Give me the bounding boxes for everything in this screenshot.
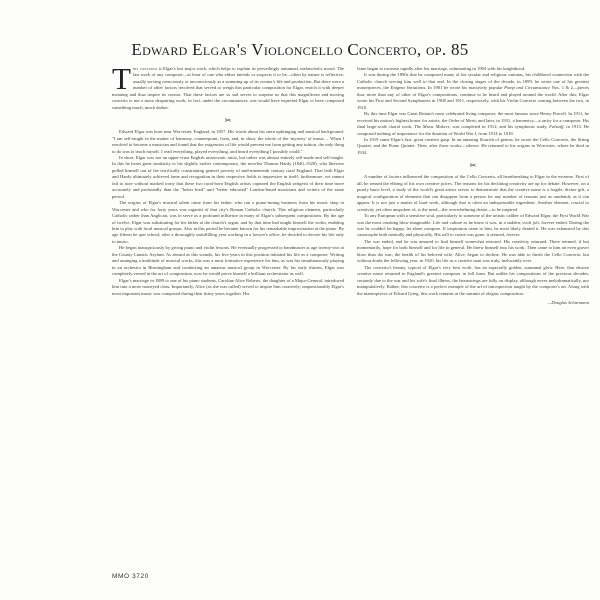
paragraph: He began inauspiciously by giving piano and violin lessons. He eventually progressed to bandmaster at age twenty-two at the County Lunatic Asylum. As absurd as this sounds, his five years in this position initiated his life as a composer. Writing and arranging a multitude of musical works, this was a most formative experience for him, as was his simultaneously playing in an orchestra in Birmingham and conducting an amateur musical group in Worcester. By his early thirties, Elgar was completely versed in the art of composition, now he would prove himself a brilliant orchestrator as well. [112,245,344,277]
paragraph: In short, Elgar was not an upper-crust English aristocratic artist, but rather was almost entirely self-made and self-taught. In this he bears great similarity to his slightly earlier contemporary, the novelist Thomas Hardy (1840–1928), who likewise pulled himself out of the terrifically constraining genteel poverty of mid-nineteenth century rural England. That both Elgar and Hardy ultimately achieved fame and recognition in their respective fields is impressive in itself; furthermore, we cannot fail to note without marked irony that these two rural-born English artists captured the English zeitgeist of their time more accurately and profoundly than the "better bred" and "better educated" London-based musicians and writers of the same period. [112,154,344,199]
text-run: By this time Elgar was Great Britain's most celebrated living composer, the most famous since Henry Purcell. In 1911, he received his nation's highest honor for artists, the Order of Merit, and later, in 1931, a baronetcy—a rarity for a composer. His final large-scale choral work, [357,111,589,130]
paragraph: Elgar's marriage in 1889 to one of his piano students, Caroline Alice Roberts, the daughter of a Major-General, introduced him into a more moneyed class. Importantly, Alice (as she was called) served to inspire him creatively; unquestionably Elgar's most important music was composed during their thirty years together. His [112,277,344,296]
paragraph: The concerto's beauty, typical of Elgar's very best work, has an especially golden, autumnal glow. Here, that elusive creative muse returned to England's greatest composer in full form. But unlike his compositions of the previous decades, certainly due to the war and his wife's final illness, the heartstrings are fully on display, although never melodramatically, nor manipulatively. Rather, this concerto is a perfect example of the art of introspection taught by the composer's art. Along with the masterpieces of Edvard Grieg, this work remains at the summit of elegiac composition. [357,264,589,296]
work-title: The Music Makers [414,124,450,130]
intro-smallcaps: his concerto [132,66,158,71]
ornament-divider-icon: ✂ [469,161,477,171]
text-run: It was during the 1890s that he composed many of his secular and religious cantatas, his childhood connection with the Catholic church serving him well to that end. In the closing stages of the decade, in 1899, he wrote one of his greatest masterpieces, the [357,72,589,91]
paragraph: The war ended, and he was amazed to find himself somewhat restored. His creativity returned. There seemed, if but momentarily, hope for both himself and for life in general. He threw himself into his work. Then came to him an even graver blow than the war; the health of his beloved wife, Alice, began to decline. He was able to finish the Cello Concerto, but without doubt the following year, in 1920, his life as a creative man was truly, ineluctably over. [357,238,589,264]
right-column [357,66,589,306]
catalog-number: MMO 3720 [112,573,149,580]
text-run: , was completed in 1912, and his symphonic study, [449,124,550,130]
work-title: Pomp and Circumstance [504,85,551,91]
paragraph: In 1919 came Elgar's last, great creative gasp. In an amazing flourish of genius, he wrote the Cello Concerto, the String Quartet, and the Piano Quintet. Then, after these works—silence. He returned to his origins in Worcester, where he died in 1934. [357,136,589,155]
drop-cap: T [112,61,131,96]
left-column [112,61,344,297]
text-run: . In 1901 he wrote his massively popular [425,85,505,91]
paragraph: The origins of Elgar's musical talent came from his father, who ran a piano-tuning business from his music shop in Worcester and who for forty years was organist of that city's Roman Catholic church. This religious element, particularly Catholic rather than Anglican, was to serve as a profound influence in many of Elgar's subsequent compositions. By the age of twelve, Elgar was substituting for his father at the church's organ, and by that time had taught himself the violin, enabling him to play with local musical groups. Also in this period he became known for his remarkable improvisation at the piano. By age fifteen he quit school; after a thoroughly unfulfilling year working in a lawyer's office, he decided to devote his life only to music. [112,200,344,244]
paragraph: To any European with a sensitive soul, particularly to someone of the artistic caliber of Edward Elgar, the First World War was the most crushing blow imaginable. Life and culture as he knew it was, in a sudden, swift jolt, forever ended. During the war he couldn't be happy, let alone compose. If inspiration came to him, he most likely denied it. He was exhausted by this catastrophe both mentally and physically. His will to create was gone, it seemed, forever. [357,213,589,238]
work-title: Enigma Variations [390,85,426,91]
text-run: , in 1913. He composed nothing of importance for the duration of World War I, from 1914 to 1918. [357,124,589,136]
paragraph: A number of factors influenced the composition of the Cello Concerto, all heartbreaking to Elgar in the extreme. First of all, he sensed the ebbing of his own creative juices. The reasons for his declining creativity are up for debate. However, on a purely basic level, a study of the world's great artists serves to demonstrate that the creative muse is a fragile, divine gift, a magical configuration of elements that can disappear from a person for any number of reasons just as randomly as it can appear. It is not just a matter of hard work, although that is often an indispensable ingredient. Another element, crucial to creativity yet often unspoken of, is the need—the overwhelming desire—to be inspired. [357,174,589,212]
paragraph [357,72,589,111]
text-run: Nos. 1 & 2—pieces that, more than any of other of Elgar's compositions, continue to be heard and played around the world. After this, Elgar wrote his First and Second Symphonies in 1908 and 1911, respectively, with his Violin Concerto coming between the two, in 1910. [357,85,589,110]
intro-text: is Elgar's last major work, which helps to explain its prevailingly autumnal, melancholic mood. The last work of any composer—at least of one who either intends or suspects it to be—often by nature is reflective, usually serving consciously or unconsciously as a summing up of its creator's life and production. But there were a number of other factors involved that served to weigh this particular composition for Elgar, enrich it with deeper meaning and thus inspire its creator. That these factors are so sad serves to surprise us that this magnificent and moving concerto is not a more despairing work; in fact, under the circumstances, one would have expected Elgar to have composed something much, much darker. [112,66,344,110]
paragraph: fame began to increase rapidly after his marriage, culminating in 1904 with his knighthood. [357,66,526,71]
intro-paragraph [112,61,344,111]
page-title: Edward Elgar's Violoncello Concerto, op. 85 [131,40,469,59]
paragraph: Edward Elgar was born near Worcester, England, in 1857. His words about his stern upbringing and musical background: "I am self-taught in the matter of harmony, counterpoint, form, and, in short, the whole of the 'mystery' of music… When I resolved to become a musician and found that the exigencies of life would prevent me from getting any tuition, the only thing to do was to teach myself. I read everything, played everything, and heard everything I possibly could." [112,129,344,154]
work-title: Falstaff [549,124,564,130]
author-signature: —Douglas Scharmann [547,299,589,305]
paragraph [357,111,589,137]
ornament-divider-icon: ✂ [224,116,232,126]
